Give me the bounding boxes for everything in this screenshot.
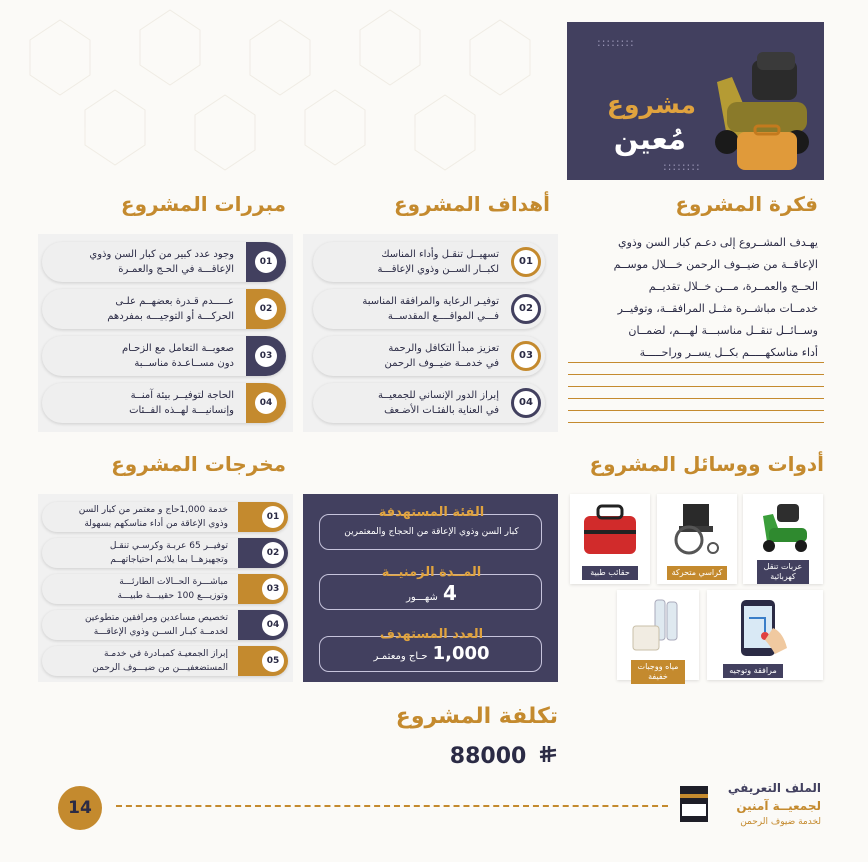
goals-list bbox=[303, 234, 558, 432]
page-number: 14 bbox=[58, 786, 102, 830]
ruled-line bbox=[568, 398, 824, 399]
project-facts-panel bbox=[303, 494, 558, 682]
tool-card bbox=[617, 590, 699, 680]
riyal-icon bbox=[538, 744, 558, 766]
hero-dots-bottom: :::::::: bbox=[663, 160, 701, 173]
hero-title-line1: مشروع bbox=[606, 90, 696, 119]
goal-line: تعزيز مبدأ التكافل والرحمة bbox=[388, 343, 499, 354]
idea-line: الحــج والعمــرة، مـــن خــلال تقديــم bbox=[648, 280, 818, 293]
tool-label: عربات تنقل كهربائية bbox=[757, 560, 809, 584]
org-line1: الملف التعريفي bbox=[727, 781, 821, 795]
ruled-line bbox=[568, 386, 824, 387]
goals-section-title: أهداف المشروع bbox=[394, 192, 550, 216]
goal-line: فـــي المواقــــع المقدســة bbox=[387, 311, 499, 322]
target-group-box bbox=[319, 505, 542, 550]
target-count-unit: حـاج ومعتمـر bbox=[373, 651, 428, 662]
goal-number: 03 bbox=[511, 341, 541, 371]
idea-line: أداء مناسكهـــــم بكــل يســر وراحـــــة bbox=[639, 346, 818, 359]
justification-item bbox=[42, 336, 286, 376]
goal-line: إبراز الدور الإنساني للجمعيــة bbox=[378, 390, 499, 401]
electric-scooter-icon bbox=[755, 502, 811, 554]
hero-dots-top: :::::::: bbox=[597, 36, 635, 49]
justification-text bbox=[48, 341, 234, 371]
output-line: مباشـــرة الحــالات الطارئـــة bbox=[119, 577, 228, 587]
tool-card bbox=[707, 590, 823, 680]
org-line3: لخدمة ضيوف الرحمن bbox=[740, 817, 821, 827]
justifications-list bbox=[38, 234, 293, 432]
justifications-section-title: مبررات المشروع bbox=[120, 192, 286, 216]
justification-text bbox=[48, 247, 234, 277]
output-line: توفيــر 65 عربـة وكرسـي تنقـل bbox=[109, 541, 228, 551]
cost-section-title: تكلفة المشروع bbox=[395, 704, 558, 729]
goal-line: في العناية بالفئـات الأضـعف bbox=[384, 405, 499, 416]
justification-number: 03 bbox=[255, 345, 277, 367]
goal-item bbox=[313, 242, 545, 282]
project-hero-banner bbox=[567, 22, 824, 180]
idea-paragraph bbox=[574, 232, 818, 364]
ruled-line bbox=[568, 410, 824, 411]
goal-number: 02 bbox=[511, 294, 541, 324]
target-group-value: كبار السن وذوي الإعاقة من الحجاج والمعتمرين bbox=[344, 527, 519, 537]
output-line: وذوي الإعاقة من أداء مناسكهم بسهولة bbox=[84, 519, 228, 529]
output-number: 05 bbox=[262, 650, 284, 672]
justification-item bbox=[42, 383, 286, 423]
duration-unit: شهـــور bbox=[406, 592, 438, 603]
goal-line: توفيـر الرعاية والمرافقة المناسبة bbox=[362, 296, 499, 307]
target-count-number: 1,000 bbox=[432, 643, 490, 664]
justification-line: وجود عدد كبير من كبار السن وذوي bbox=[89, 249, 234, 260]
output-line: إبراز الجمعيـة كمبـادرة في خدمـة bbox=[103, 649, 228, 659]
electric-scooter-icon bbox=[697, 42, 817, 172]
hero-title-line2: مُعين bbox=[613, 122, 686, 156]
output-item bbox=[42, 610, 288, 640]
justification-line: الحركـــة أو التوجيـــه بمفردهم bbox=[107, 311, 234, 322]
output-number: 02 bbox=[262, 542, 284, 564]
target-count-value bbox=[320, 643, 543, 664]
output-text bbox=[48, 647, 228, 675]
medical-bag-icon bbox=[580, 502, 640, 556]
output-text bbox=[48, 503, 228, 531]
cost-value bbox=[430, 744, 558, 769]
target-count-box bbox=[319, 627, 542, 672]
justification-number: 04 bbox=[255, 392, 277, 414]
idea-line: يهـدف المشــروع إلى دعـم كبار السن وذوي bbox=[617, 236, 818, 249]
output-text bbox=[48, 539, 228, 567]
justification-number: 02 bbox=[255, 298, 277, 320]
goal-text bbox=[321, 341, 499, 371]
output-line: خدمة 1,000حاج و معتمر من كبار السن bbox=[78, 505, 228, 515]
footer-dashed-line bbox=[116, 805, 668, 807]
justification-line: صعوبــة التعامل مع الزحـام bbox=[121, 343, 234, 354]
justification-number: 01 bbox=[255, 251, 277, 273]
justification-line: دون مســاعـدة مناســبة bbox=[134, 358, 234, 369]
tool-label: حقائب طبية bbox=[582, 566, 638, 580]
output-text bbox=[48, 575, 228, 603]
goal-item bbox=[313, 383, 545, 423]
duration-box bbox=[319, 565, 542, 610]
output-number: 04 bbox=[262, 614, 284, 636]
goal-line: في خدمــة ضيــوف الرحمن bbox=[384, 358, 499, 369]
goal-text bbox=[321, 388, 499, 418]
justification-text bbox=[48, 294, 234, 324]
target-group-label: الفئة المستهدفة bbox=[378, 505, 485, 520]
output-number: 01 bbox=[262, 506, 284, 528]
goal-text bbox=[321, 247, 499, 277]
cost-amount: 88000 bbox=[449, 744, 527, 769]
output-line: وتوزيـــع 100 حقيبـــة طبيـــة bbox=[117, 591, 228, 601]
kaaba-logo-icon bbox=[678, 782, 710, 826]
output-line: لخدمــة كبـار الســن وذوي الإعاقـــة bbox=[93, 627, 228, 637]
tool-card bbox=[743, 494, 823, 584]
goal-line: تسهيــل تنقـل وأداء المناسك bbox=[381, 249, 499, 260]
justification-line: الإعاقـــة في الحـج والعمـرة bbox=[118, 264, 234, 275]
goal-item bbox=[313, 289, 545, 329]
wheelchair-icon bbox=[669, 500, 725, 556]
ruled-line bbox=[568, 362, 824, 363]
output-item bbox=[42, 538, 288, 568]
target-count-label: العدد المستهدف bbox=[379, 627, 484, 642]
idea-section-title: فكرة المشروع bbox=[675, 192, 818, 216]
outputs-section-title: مخرجات المشروع bbox=[111, 452, 286, 476]
output-line: تخصيص مساعدين ومرافقين متطوعين bbox=[84, 613, 228, 623]
justification-item bbox=[42, 242, 286, 282]
tool-label: مرافقة وتوجيه bbox=[723, 664, 783, 678]
goal-item bbox=[313, 336, 545, 376]
phone-map-icon bbox=[735, 598, 795, 660]
idea-line: الإعاقــة من ضيــوف الرحمن خـــلال موســم bbox=[613, 258, 818, 271]
output-line: المستضعفيـــن من ضيـــوف الرحمن bbox=[92, 663, 228, 673]
idea-line: وســائــل تنقــل مناسبـــة لهـــم، لضمــان bbox=[628, 324, 818, 337]
outputs-list bbox=[38, 494, 293, 682]
justification-line: وإنسانيـــة لهــذه الفــئات bbox=[129, 405, 234, 416]
goal-number: 01 bbox=[511, 247, 541, 277]
output-line: وتجهيزهــا بما يلائـم احتياجاتهــم bbox=[110, 555, 228, 565]
tools-section-title: أدوات ووسائل المشروع bbox=[589, 452, 824, 476]
org-line2: لجمعيــة آمنين bbox=[736, 799, 821, 813]
duration-label: المــدة الزمنيــة bbox=[381, 565, 482, 580]
org-logo bbox=[678, 782, 710, 826]
water-bottles-icon bbox=[629, 598, 687, 654]
goal-line: لكبــار الســن وذوي الإعاقـــة bbox=[377, 264, 499, 275]
justification-text bbox=[48, 388, 234, 418]
duration-value bbox=[320, 581, 543, 605]
ruled-line bbox=[568, 422, 824, 423]
tool-label: مياه ووجبات خفيفة bbox=[631, 660, 685, 684]
justification-item bbox=[42, 289, 286, 329]
output-item bbox=[42, 574, 288, 604]
output-number: 03 bbox=[262, 578, 284, 600]
tool-card bbox=[570, 494, 650, 584]
output-item bbox=[42, 646, 288, 676]
justification-line: عـــــدم قـدرة بعضهــم علـى bbox=[115, 296, 234, 307]
tool-card bbox=[657, 494, 737, 584]
ruled-line bbox=[568, 374, 824, 375]
output-item bbox=[42, 502, 288, 532]
justification-line: الحاجة لتوفيــر بيئة آمنــة bbox=[130, 390, 234, 401]
idea-line: خدمــات مباشــرة مثــل المرافقــة، وتوفيــر bbox=[617, 302, 818, 315]
duration-number: 4 bbox=[442, 581, 457, 605]
goal-text bbox=[321, 294, 499, 324]
goal-number: 04 bbox=[511, 388, 541, 418]
tool-label: كراسي متحركة bbox=[667, 566, 727, 580]
output-text bbox=[48, 611, 228, 639]
